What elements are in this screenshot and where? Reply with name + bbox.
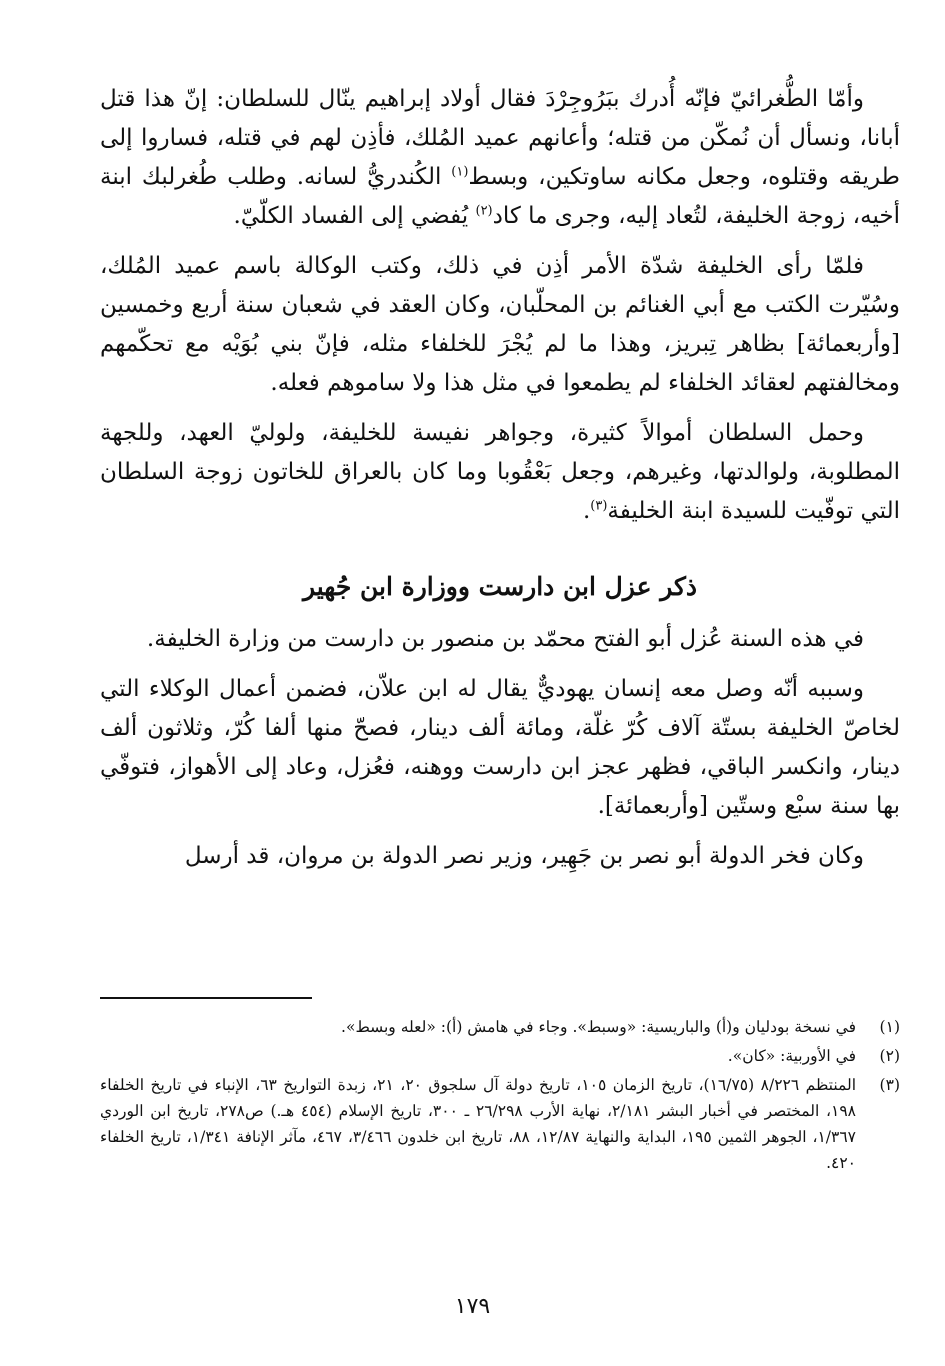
paragraph-1-text: وأمّا الطُّغرائيّ فإنّه أُدرك ببَرُوجِرْدَ فقال أولاد إبراهيم ينّال للسلطان: إنّ هذا قتل أبانا، ونسأل أن نُمكّن من قتله؛ وأعانهم عميد المُلك، فأذِن لهم في قتله، فساروا إلى طريقه وقتلوه، وجعل مكانه ساوتكين، وبسط <box>100 86 900 190</box>
footnote-marker-3: (٣) <box>590 498 608 514</box>
paragraph-2: فلمّا رأى الخليفة شدّة الأمر أذِن في ذلك، وكتب الوكالة باسم عميد المُلك، وسُيّرت الكتب مع أبي الغنائم بن المحلّبان، وكان العقد في شعبان سنة أربع وخمسين [وأربعمائة] بظاهر تِبريز، وهذا ما لم يُجْرَ للخلفاء مثله، فإنّ بني بُوَيْه مع تحكّمهم ومخالفتهم لعقائد الخلفاء لم يطمعوا في مثل هذا ولا ساموهم فعله. <box>100 253 900 396</box>
paragraph-3 <box>100 414 900 531</box>
paragraph-6: وكان فخر الدولة أبو نصر بن جَهِير، وزير نصر الدولة بن مروان، قد أرسل <box>184 843 864 869</box>
main-text <box>100 80 900 887</box>
paragraph-5: وسببه أنّه وصل معه إنسان يهوديٌّ يقال له ابن علاّن، فضمن أعمال الوكلاء التي لخاصّ الخليفة بستّة آلاف كُرّ غلّة، ومائة ألف دينار، فصحّ منها ألفا كُرّ، وثلاثون ألف دينار، وانكسر الباقي، فظهر عجز ابن دارست ووهنه، فعُزل، وعاد إلى الأهواز، فتوفّي بها سنة سبْع وستّين [وأربعمائة]. <box>100 676 900 819</box>
footnote-marker-2: (٢) <box>475 203 493 219</box>
footnote-text: في نسخة بودليان و(أ) والباريسية: «وسبط». وجاء في هامش (أ): «لعله وبسط». <box>341 1018 856 1036</box>
footnote-number: (١) <box>879 1018 900 1036</box>
footnote-marker-1: (١) <box>451 164 469 180</box>
footnote-text: المنتظم ٨/٢٢٦ (١٦/٧٥)، تاريخ الزمان ١٠٥، تاريخ دولة آل سلجوق ٢٠، ٢١، زبدة التواريخ ٦٣، الإنباء في تاريخ الخلفاء ١٩٨، المختصر في أخبار البشر ٢/١٨١، نهاية الأرب ٢٦/٢٩٨ ـ ٣٠٠، تاريخ الإسلام (٤٥٤ هـ.) ص٢٧٨، تاريخ ابن الوردي ١/٣٦٧، الجوهر الثمين ١٩٥، البداية والنهاية ١٢/٨٧، ٨٨، تاريخ ابن خلدون ٣/٤٦٦، ٤٦٧، مآثر الإنافة ١/٣٤١، تاريخ الخلفاء ٤٢٠. <box>100 1076 857 1172</box>
paragraph-1-middle: الكُندريُّ لسانه. وطلب طُغرلبك ابنة أخيه، زوجة الخليفة، لتُعاد إليه، وجرى ما كاد <box>100 164 900 229</box>
footnotes <box>100 1014 900 1179</box>
footnote-2 <box>100 1043 900 1069</box>
section-heading: ذكر عزل ابن دارست ووزارة ابن جُهير <box>302 572 698 601</box>
paragraph-3-end: . <box>582 498 591 524</box>
page-number: ١٧٩ <box>454 1294 491 1319</box>
footnote-divider <box>100 997 312 999</box>
paragraph-4: في هذه السنة عُزل أبو الفتح محمّد بن منصور بن دارست من وزارة الخليفة. <box>146 626 864 652</box>
paragraph-3-text: وحمل السلطان أموالاً كثيرة، وجواهر نفيسة للخليفة، ولوليّ العهد، وللجهة المطلوبة، ولوالدتها، وغيرهم، وجعل بَعْقُوبا وما كان بالعراق للخاتون زوجة السلطان التي توفّيت للسيدة ابنة الخليفة <box>100 420 900 524</box>
footnote-text: في الأوربية: «كان». <box>727 1047 856 1065</box>
footnote-1 <box>100 1014 900 1040</box>
footnote-number: (٣) <box>879 1076 900 1094</box>
footnote-3 <box>100 1072 900 1176</box>
paragraph-1 <box>100 80 900 236</box>
paragraph-1-end: يُفضي إلى الفساد الكلّيّ. <box>233 203 469 229</box>
footnote-number: (٢) <box>879 1047 900 1065</box>
